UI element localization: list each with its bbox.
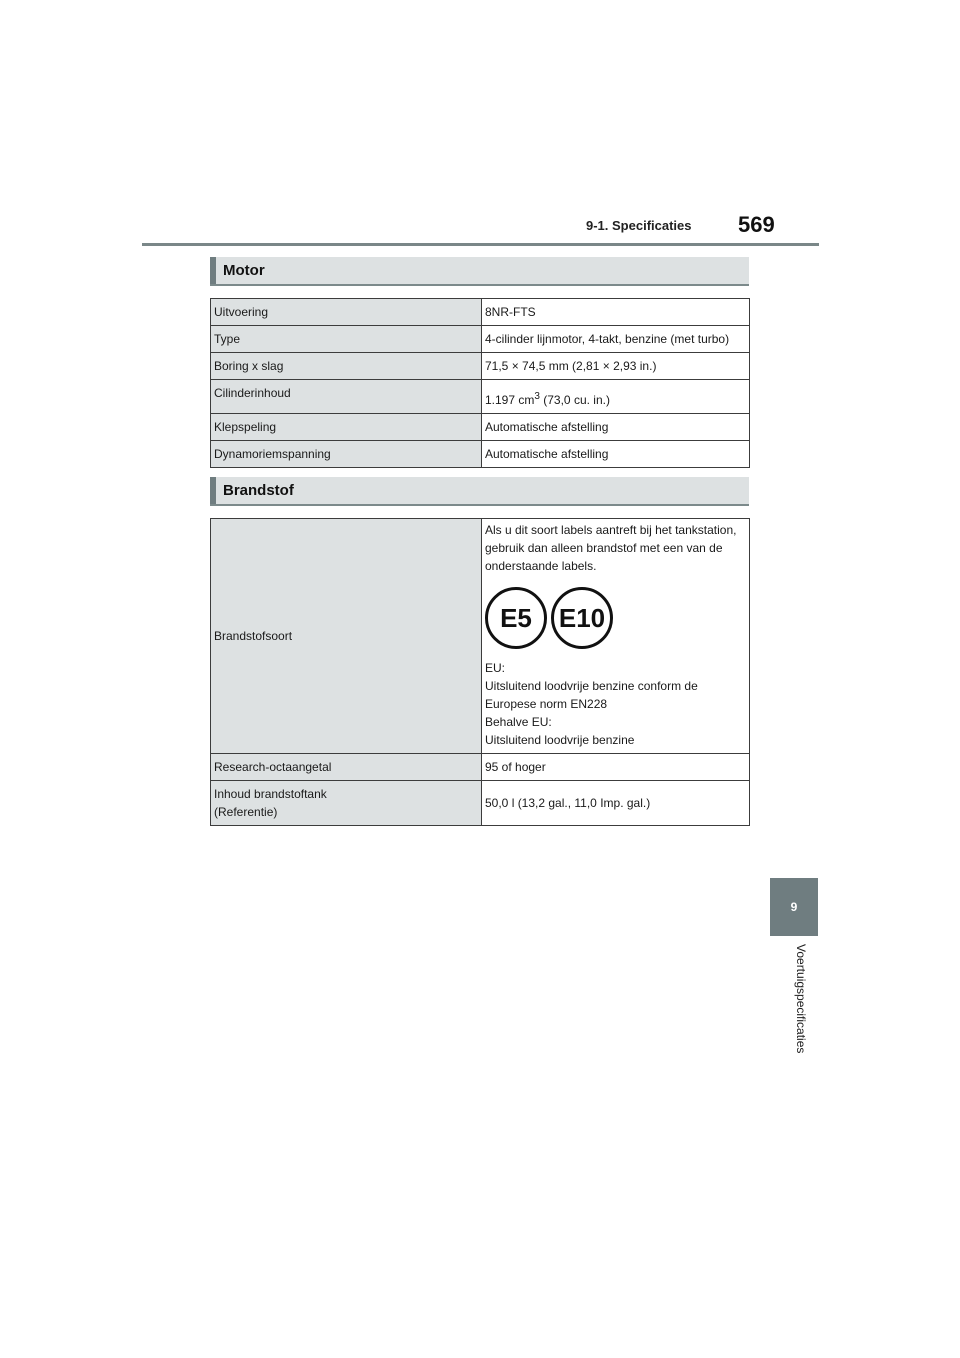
spec-label: Klepspeling xyxy=(211,414,482,441)
spec-value: 4-cilinder lijnmotor, 4-takt, benzine (met turbo) xyxy=(482,326,750,353)
displacement-value: 1.197 cm xyxy=(485,393,535,407)
fuel-badges xyxy=(485,587,746,649)
table-row xyxy=(211,380,750,414)
brandstof-heading-text: Brandstof xyxy=(223,482,294,499)
spec-label xyxy=(211,781,482,826)
spec-value: 8NR-FTS xyxy=(482,299,750,326)
spec-value: 95 of hoger xyxy=(482,754,750,781)
page-number: 569 xyxy=(738,212,775,237)
fuel-eu-text: Uitsluitend loodvrije benzine conform de Europese norm EN228 xyxy=(485,679,698,711)
heading-accent-bar xyxy=(210,477,216,504)
fuel-type-value xyxy=(482,519,750,754)
chapter-number: 9 xyxy=(790,900,798,914)
spec-label: Boring x slag xyxy=(211,353,482,380)
chapter-label: Voertuigspecificaties xyxy=(794,944,808,1054)
displacement-superscript: 3 xyxy=(534,391,540,402)
tank-label-line2: (Referentie) xyxy=(214,805,278,819)
spec-label: Uitvoering xyxy=(211,299,482,326)
spec-label: Dynamoriemspanning xyxy=(211,441,482,468)
heading-accent-bar xyxy=(210,257,216,284)
fuel-intro-text: Als u dit soort labels aantreft bij het tankstation, gebruik dan alleen brandstof met een van de onderstaande labels. xyxy=(485,523,737,573)
spec-label: Type xyxy=(211,326,482,353)
spec-label: Cilinderinhoud xyxy=(211,380,482,414)
spec-value: 50,0 l (13,2 gal., 11,0 Imp. gal.) xyxy=(482,781,750,826)
table-row xyxy=(211,781,750,826)
spec-label: Research-octaangetal xyxy=(211,754,482,781)
header-divider xyxy=(142,243,819,246)
e10-badge: E10 xyxy=(551,587,613,649)
table-row xyxy=(211,519,750,754)
e5-badge: E5 xyxy=(485,587,547,649)
table-row xyxy=(211,754,750,781)
header-section-title: 9-1. Specificaties xyxy=(586,218,692,233)
displacement-imperial: (73,0 cu. in.) xyxy=(539,393,610,407)
table-row xyxy=(211,326,750,353)
tank-label-line1: Inhoud brandstoftank xyxy=(214,787,327,801)
brandstof-section-heading xyxy=(210,477,749,506)
table-row xyxy=(211,441,750,468)
chapter-tab xyxy=(770,878,818,936)
fuel-eu-label: EU: xyxy=(485,661,506,675)
spec-value: Automatische afstelling xyxy=(482,441,750,468)
table-row xyxy=(211,414,750,441)
motor-heading-text: Motor xyxy=(223,262,265,279)
spec-label: Brandstofsoort xyxy=(211,519,482,754)
fuel-non-eu-text: Uitsluitend loodvrije benzine xyxy=(485,733,635,747)
motor-spec-table xyxy=(210,298,750,468)
spec-value: Automatische afstelling xyxy=(482,414,750,441)
spec-value xyxy=(482,380,750,414)
brandstof-spec-table xyxy=(210,518,750,826)
spec-value: 71,5 × 74,5 mm (2,81 × 2,93 in.) xyxy=(482,353,750,380)
fuel-non-eu-label: Behalve EU: xyxy=(485,715,552,729)
motor-section-heading xyxy=(210,257,749,286)
table-row xyxy=(211,353,750,380)
table-row xyxy=(211,299,750,326)
